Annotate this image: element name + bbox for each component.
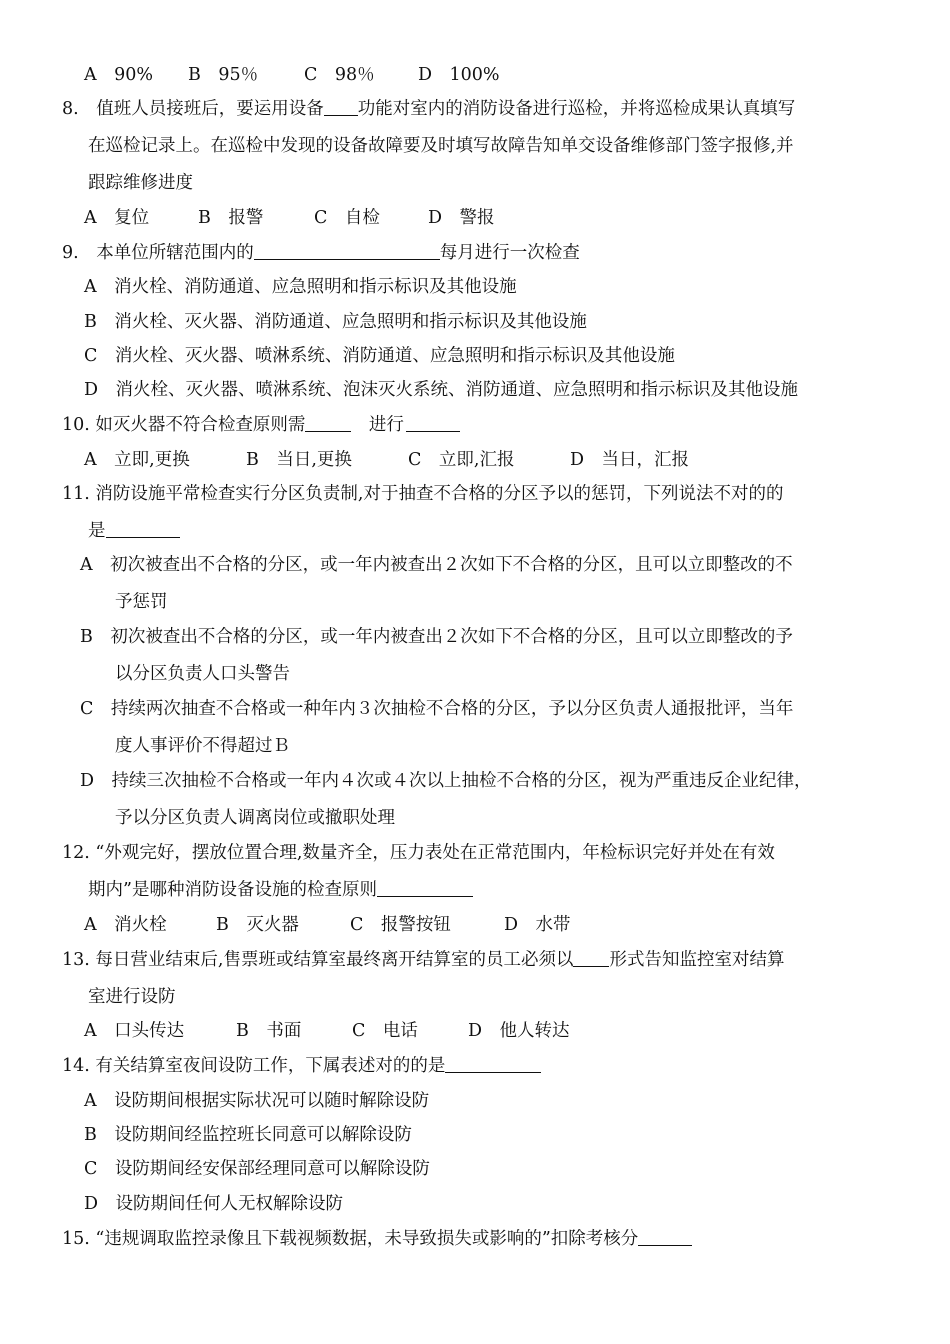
q12-stem-line-2 [88,875,473,905]
q15-stem [62,1224,692,1254]
q8-stem-line-3: 跟踪维修进度 [88,173,193,193]
q9-stem-text-2: 每月进行一次检查 [439,243,580,263]
q10-stem [62,410,460,440]
q15-blank [638,1225,692,1246]
q8-blank [324,95,358,116]
q14-stem [62,1051,541,1081]
q7-option-b: B 95％ [188,65,259,85]
q12-option-a: A 消火栓 [84,915,167,935]
q7-options [84,60,500,90]
q14-option-c: C 设防期间经安保部经理同意可以解除设防 [84,1159,430,1179]
q9-option-c: C 消火栓、灭火器、喷淋系统、消防通道、应急照明和指示标识及其他设施 [84,346,675,366]
q10-blank-2 [406,411,460,432]
q13-stem [62,945,784,975]
q10-option-c: C 立即,汇报 [408,450,515,470]
q9-option-b: B 消火栓、灭火器、消防通道、应急照明和指示标识及其他设施 [84,312,587,332]
q11-option-d: D 持续三次抽检不合格或一年内４次或４次以上抽检不合格的分区，视为严重违反企业纪律， [80,771,812,791]
q9-option-a: A 消火栓、消防通道、应急照明和指示标识及其他设施 [84,277,517,297]
q10-blank-1 [305,411,351,432]
q15-stem-text: 15. “违规调取监控录像且下载视频数据，未导致损失或影响的”扣除考核分 [62,1229,639,1249]
q8-stem [62,94,795,124]
q11-option-a-cont: 予惩罚 [115,592,168,612]
q8-option-a: A 复位 [84,208,150,228]
q11-option-c: C 持续两次抽查不合格或一种年内３次抽检不合格的分区，予以分区负责人通报批评，当年 [80,699,794,719]
q14-blank [445,1052,541,1073]
q11-option-b-cont: 以分区负责人口头警告 [115,664,290,684]
q9-blank [254,239,440,260]
q11-blank [106,517,180,538]
q10-options [84,445,689,475]
q12-option-c: C 报警按钮 [350,915,451,935]
q14-option-d: D 设防期间任何人无权解除设防 [84,1194,344,1214]
q13-stem-text: 13. 每日营业结束后,售票班或结算室最终离开结算室的员工必须以 [62,950,574,970]
q12-blank [377,876,473,897]
q7-option-d: D 100% [418,65,500,85]
q10-option-b: B 当日,更换 [246,450,352,470]
q8-option-d: D 警报 [428,208,495,228]
q13-option-c: C 电话 [352,1021,418,1041]
q8-stem-line-2: 在巡检记录上。在巡检中发现的设备故障要及时填写故障告知单交设备维修部门签字报修,并 [88,136,794,156]
q8-stem-text: 8. 值班人员接班后，要运用设备 [62,99,324,119]
q11-option-c-cont: 度人事评价不得超过Ｂ [115,736,290,756]
q8-stem-text-2: 功能对室内的消防设备进行巡检，并将巡检成果认真填写 [357,99,796,119]
q11-stem: 11. 消防设施平常检查实行分区负责制,对于抽查不合格的分区予以的惩罚，下列说法不对的的 [62,484,784,504]
q9-stem-text: 9. 本单位所辖范围内的 [62,243,254,263]
q13-option-a: A 口头传达 [84,1021,185,1041]
q14-option-b: B 设防期间经监控班长同意可以解除设防 [84,1125,412,1145]
q10-option-a: A 立即,更换 [84,450,190,470]
q8-option-b: B 报警 [198,208,264,228]
q11-stem-line-2 [88,516,180,546]
q13-stem-line-2: 室进行设防 [88,987,176,1007]
q7-option-a: A 90% [84,65,154,85]
q9-option-d: D 消火栓、灭火器、喷淋系统、泡沫灭火系统、消防通道、应急照明和指示标识及其他设施 [84,380,799,400]
q10-stem-text-2: 进行 [351,415,404,435]
q12-stem: 12. “外观完好，摆放位置合理,数量齐全，压力表处在正常范围内，年检标识完好并处在有效 [62,843,775,863]
q13-option-d: D 他人转达 [468,1021,570,1041]
q14-option-a: A 设防期间根据实际状况可以随时解除设防 [84,1091,430,1111]
q12-option-b: B 灭火器 [216,915,299,935]
q11-option-b: B 初次被查出不合格的分区，或一年内被查出２次如下不合格的分区，且可以立即整改的予 [80,627,793,647]
q10-option-d: D 当日，汇报 [570,450,690,470]
q13-option-b: B 书面 [236,1021,302,1041]
q12-options [84,910,571,940]
q11-option-d-cont: 予以分区负责人调离岗位或撤职处理 [115,808,395,828]
q10-stem-text: 10. 如灭火器不符合检查原则需 [62,415,306,435]
q9-stem [62,238,580,268]
q7-option-c: C 98％ [304,65,375,85]
q8-option-c: C 自检 [314,208,380,228]
q14-stem-text: 14. 有关结算室夜间设防工作，下属表述对的的是 [62,1056,446,1076]
q13-blank [573,946,609,967]
q12-option-d: D 水带 [504,915,571,935]
q13-stem-text-2: 形式告知监控室对结算 [609,950,785,970]
q13-options [84,1016,570,1046]
q12-stem-text-2: 期内”是哪种消防设备设施的检查原则 [88,880,377,900]
q11-stem-text-2: 是 [88,521,106,541]
q11-option-a: A 初次被查出不合格的分区，或一年内被查出２次如下不合格的分区，且可以立即整改的不 [80,555,793,575]
q8-options [84,203,495,233]
